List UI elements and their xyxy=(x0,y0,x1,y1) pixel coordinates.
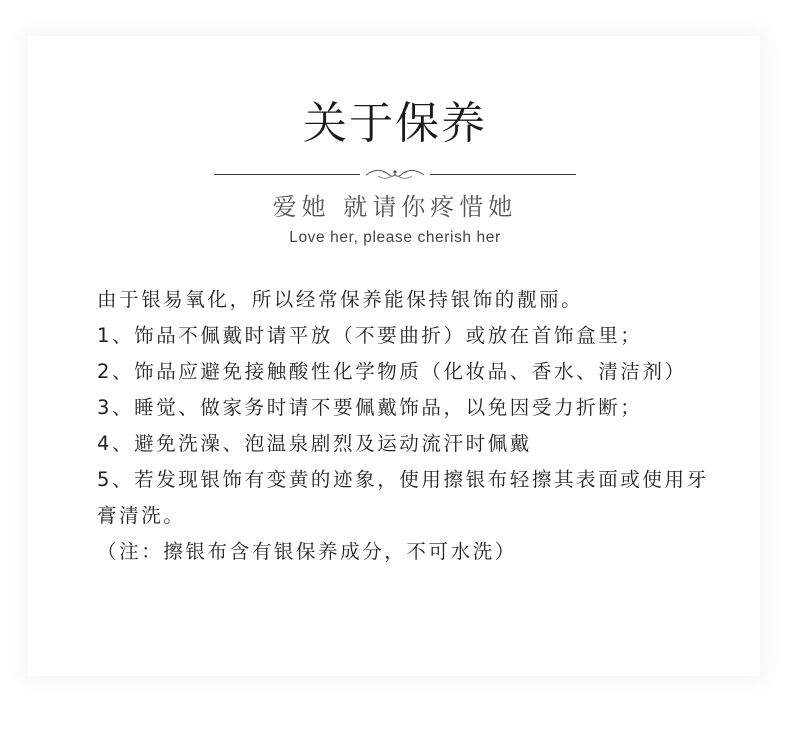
care-item-3: 3、睡觉、做家务时请不要佩戴饰品，以免因受力折断； xyxy=(97,396,643,419)
subtitle-chinese: 爱她 就请你疼惜她 xyxy=(272,193,518,221)
care-note: （注：擦银布含有银保养成分，不可水洗） xyxy=(97,540,517,563)
care-item-5: 5、若发现银饰有变黄的迹象，使用擦银布轻擦其表面或使用牙膏清洗。 xyxy=(97,468,709,527)
page-title: 关于保养 xyxy=(303,98,487,149)
intro-text: 由于银易氧化，所以经常保养能保持银饰的靓丽。 xyxy=(97,288,584,311)
care-item-1: 1、饰品不佩戴时请平放（不要曲折）或放在首饰盒里； xyxy=(97,324,643,347)
ornament-icon xyxy=(364,166,426,182)
divider-right xyxy=(430,174,576,175)
care-instructions xyxy=(97,282,722,570)
care-item-2: 2、饰品应避免接触酸性化学物质（化妆品、香水、清洁剂） xyxy=(97,360,687,383)
divider-left xyxy=(214,174,360,175)
care-item-4: 4、避免洗澡、泡温泉剧烈及运动流汗时佩戴 xyxy=(97,432,532,455)
subtitle-english: Love her, please cherish her xyxy=(289,229,501,246)
